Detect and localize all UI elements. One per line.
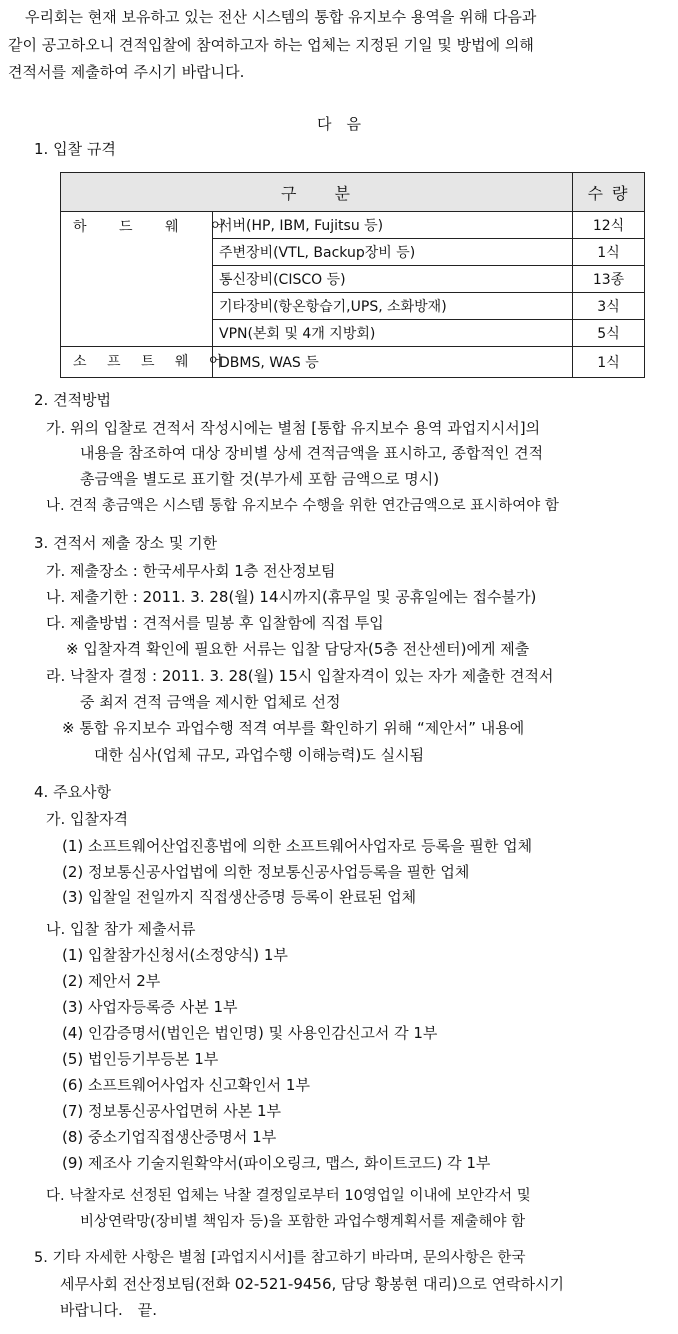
section4-na-item: (2) 제안서 2부 <box>62 972 161 990</box>
item-cell: 통신장비(CISCO 등) <box>213 266 573 293</box>
bid-spec-table <box>60 172 645 378</box>
section4-title: 4. 주요사항 <box>34 783 112 801</box>
section3-ga: 가. 제출장소 : 한국세무사회 1층 전산정보팀 <box>46 562 336 580</box>
section4-ga-item: (1) 소프트웨어산업진흥법에 의한 소프트웨어사업자로 등록을 필한 업체 <box>62 837 533 855</box>
table-row <box>61 212 645 239</box>
qty-cell: 1식 <box>573 239 645 266</box>
section4-na-item: (7) 정보통신공사업면허 사본 1부 <box>62 1102 281 1120</box>
section3-ra-line-1: 라. 낙찰자 결정 : 2011. 3. 28(월) 15시 입찰자격이 있는 자가 제출한 견적서 <box>46 667 554 685</box>
item-cell: 서버(HP, IBM, Fujitsu 등) <box>213 212 573 239</box>
qty-cell: 12식 <box>573 212 645 239</box>
item-cell: DBMS, WAS 등 <box>213 347 573 378</box>
section3-ra-line-2: 중 최저 견적 금액을 제시한 업체로 선정 <box>80 693 341 711</box>
header-category: 구 분 <box>61 173 573 212</box>
section4-na-item: (9) 제조사 기술지원확약서(파이오링크, 맵스, 화이트코드) 각 1부 <box>62 1154 491 1172</box>
section4-da-line-1: 다. 낙찰자로 선정된 업체는 낙찰 결정일로부터 10영업일 이내에 보안각서 및 <box>46 1188 531 1204</box>
section2-na: 나. 견적 총금액은 시스템 통합 유지보수 수행을 위한 연간금액으로 표시하여야 함 <box>46 498 559 514</box>
table-header-row <box>61 173 645 212</box>
section2-title: 2. 견적방법 <box>34 391 112 409</box>
category-hardware: 하 드 웨 어 <box>61 212 213 347</box>
section3-da: 다. 제출방법 : 견적서를 밀봉 후 입찰함에 직접 투입 <box>46 614 384 632</box>
table-row <box>61 347 645 378</box>
section5-line-2: 세무사회 전산정보팀(전화 02-521-9456, 담당 황봉현 대리)으로 연락하시기 <box>60 1275 565 1293</box>
section2-ga-line-2: 내용을 참조하여 대상 장비별 상세 견적금액을 표시하고, 종합적인 견적 <box>80 444 544 462</box>
item-cell: 주변장비(VTL, Backup장비 등) <box>213 239 573 266</box>
section5-line-1: 5. 기타 자세한 사항은 별첨 [과업지시서]를 참고하기 바라며, 문의사항은 한국 <box>34 1250 526 1266</box>
qty-cell: 13종 <box>573 266 645 293</box>
section4-na-item: (6) 소프트웨어사업자 신고확인서 1부 <box>62 1076 310 1094</box>
section4-ga-item: (3) 입찰일 전일까지 직접생산증명 등록이 완료된 업체 <box>62 888 417 906</box>
section4-na-title: 나. 입찰 참가 제출서류 <box>46 920 196 938</box>
qty-cell: 5식 <box>573 320 645 347</box>
section3-note2-line-2: 대한 심사(업체 규모, 과업수행 이해능력)도 실시됨 <box>94 746 425 764</box>
section4-da-line-2: 비상연락망(장비별 책임자 등)을 포함한 과업수행계획서를 제출해야 함 <box>80 1214 526 1230</box>
section4-ga-item: (2) 정보통신공사업법에 의한 정보통신공사업등록을 필한 업체 <box>62 863 470 881</box>
section3-title: 3. 견적서 제출 장소 및 기한 <box>34 534 218 552</box>
section4-na-item: (5) 법인등기부등본 1부 <box>62 1050 219 1068</box>
section3-na: 나. 제출기한 : 2011. 3. 28(월) 14시까지(휴무일 및 공휴일에는 접수불가) <box>46 588 537 606</box>
item-cell: 기타장비(항온항습기,UPS, 소화방재) <box>213 293 573 320</box>
section4-na-item: (4) 인감증명서(법인은 법인명) 및 사용인감신고서 각 1부 <box>62 1024 438 1042</box>
intro-line-3: 견적서를 제출하여 주시기 바랍니다. <box>8 63 245 81</box>
heading-daeum: 다 음 <box>317 115 361 133</box>
section4-na-item: (1) 입찰참가신청서(소정양식) 1부 <box>62 946 288 964</box>
intro-line-1: 우리회는 현재 보유하고 있는 전산 시스템의 통합 유지보수 용역을 위해 다음과 <box>10 8 537 26</box>
item-cell: VPN(본회 및 4개 지방회) <box>213 320 573 347</box>
section1-title: 1. 입찰 규격 <box>34 140 116 158</box>
section4-ga-title: 가. 입찰자격 <box>46 810 128 828</box>
section4-na-item: (3) 사업자등록증 사본 1부 <box>62 998 238 1016</box>
section3-note2-line-1: ※ 통합 유지보수 과업수행 적격 여부를 확인하기 위해 “제안서” 내용에 <box>62 719 525 737</box>
section5-line-3: 바랍니다. 끝. <box>60 1301 157 1319</box>
category-software: 소 프 트 웨 어 <box>61 347 213 378</box>
qty-cell: 1식 <box>573 347 645 378</box>
section2-ga-line-3: 총금액을 별도로 표기할 것(부가세 포함 금액으로 명시) <box>80 470 440 488</box>
section2-ga-line-1: 가. 위의 입찰로 견적서 작성시에는 별첨 [통합 유지보수 용역 과업지시서]의 <box>46 419 541 437</box>
section3-note1: ※ 입찰자격 확인에 필요한 서류는 입찰 담당자(5층 전산센터)에게 제출 <box>66 640 530 658</box>
intro-line-2: 같이 공고하오니 견적입찰에 참여하고자 하는 업체는 지정된 기일 및 방법에 의해 <box>8 36 534 54</box>
header-qty: 수 량 <box>573 173 645 212</box>
qty-cell: 3식 <box>573 293 645 320</box>
section4-na-item: (8) 중소기업직접생산증명서 1부 <box>62 1128 277 1146</box>
